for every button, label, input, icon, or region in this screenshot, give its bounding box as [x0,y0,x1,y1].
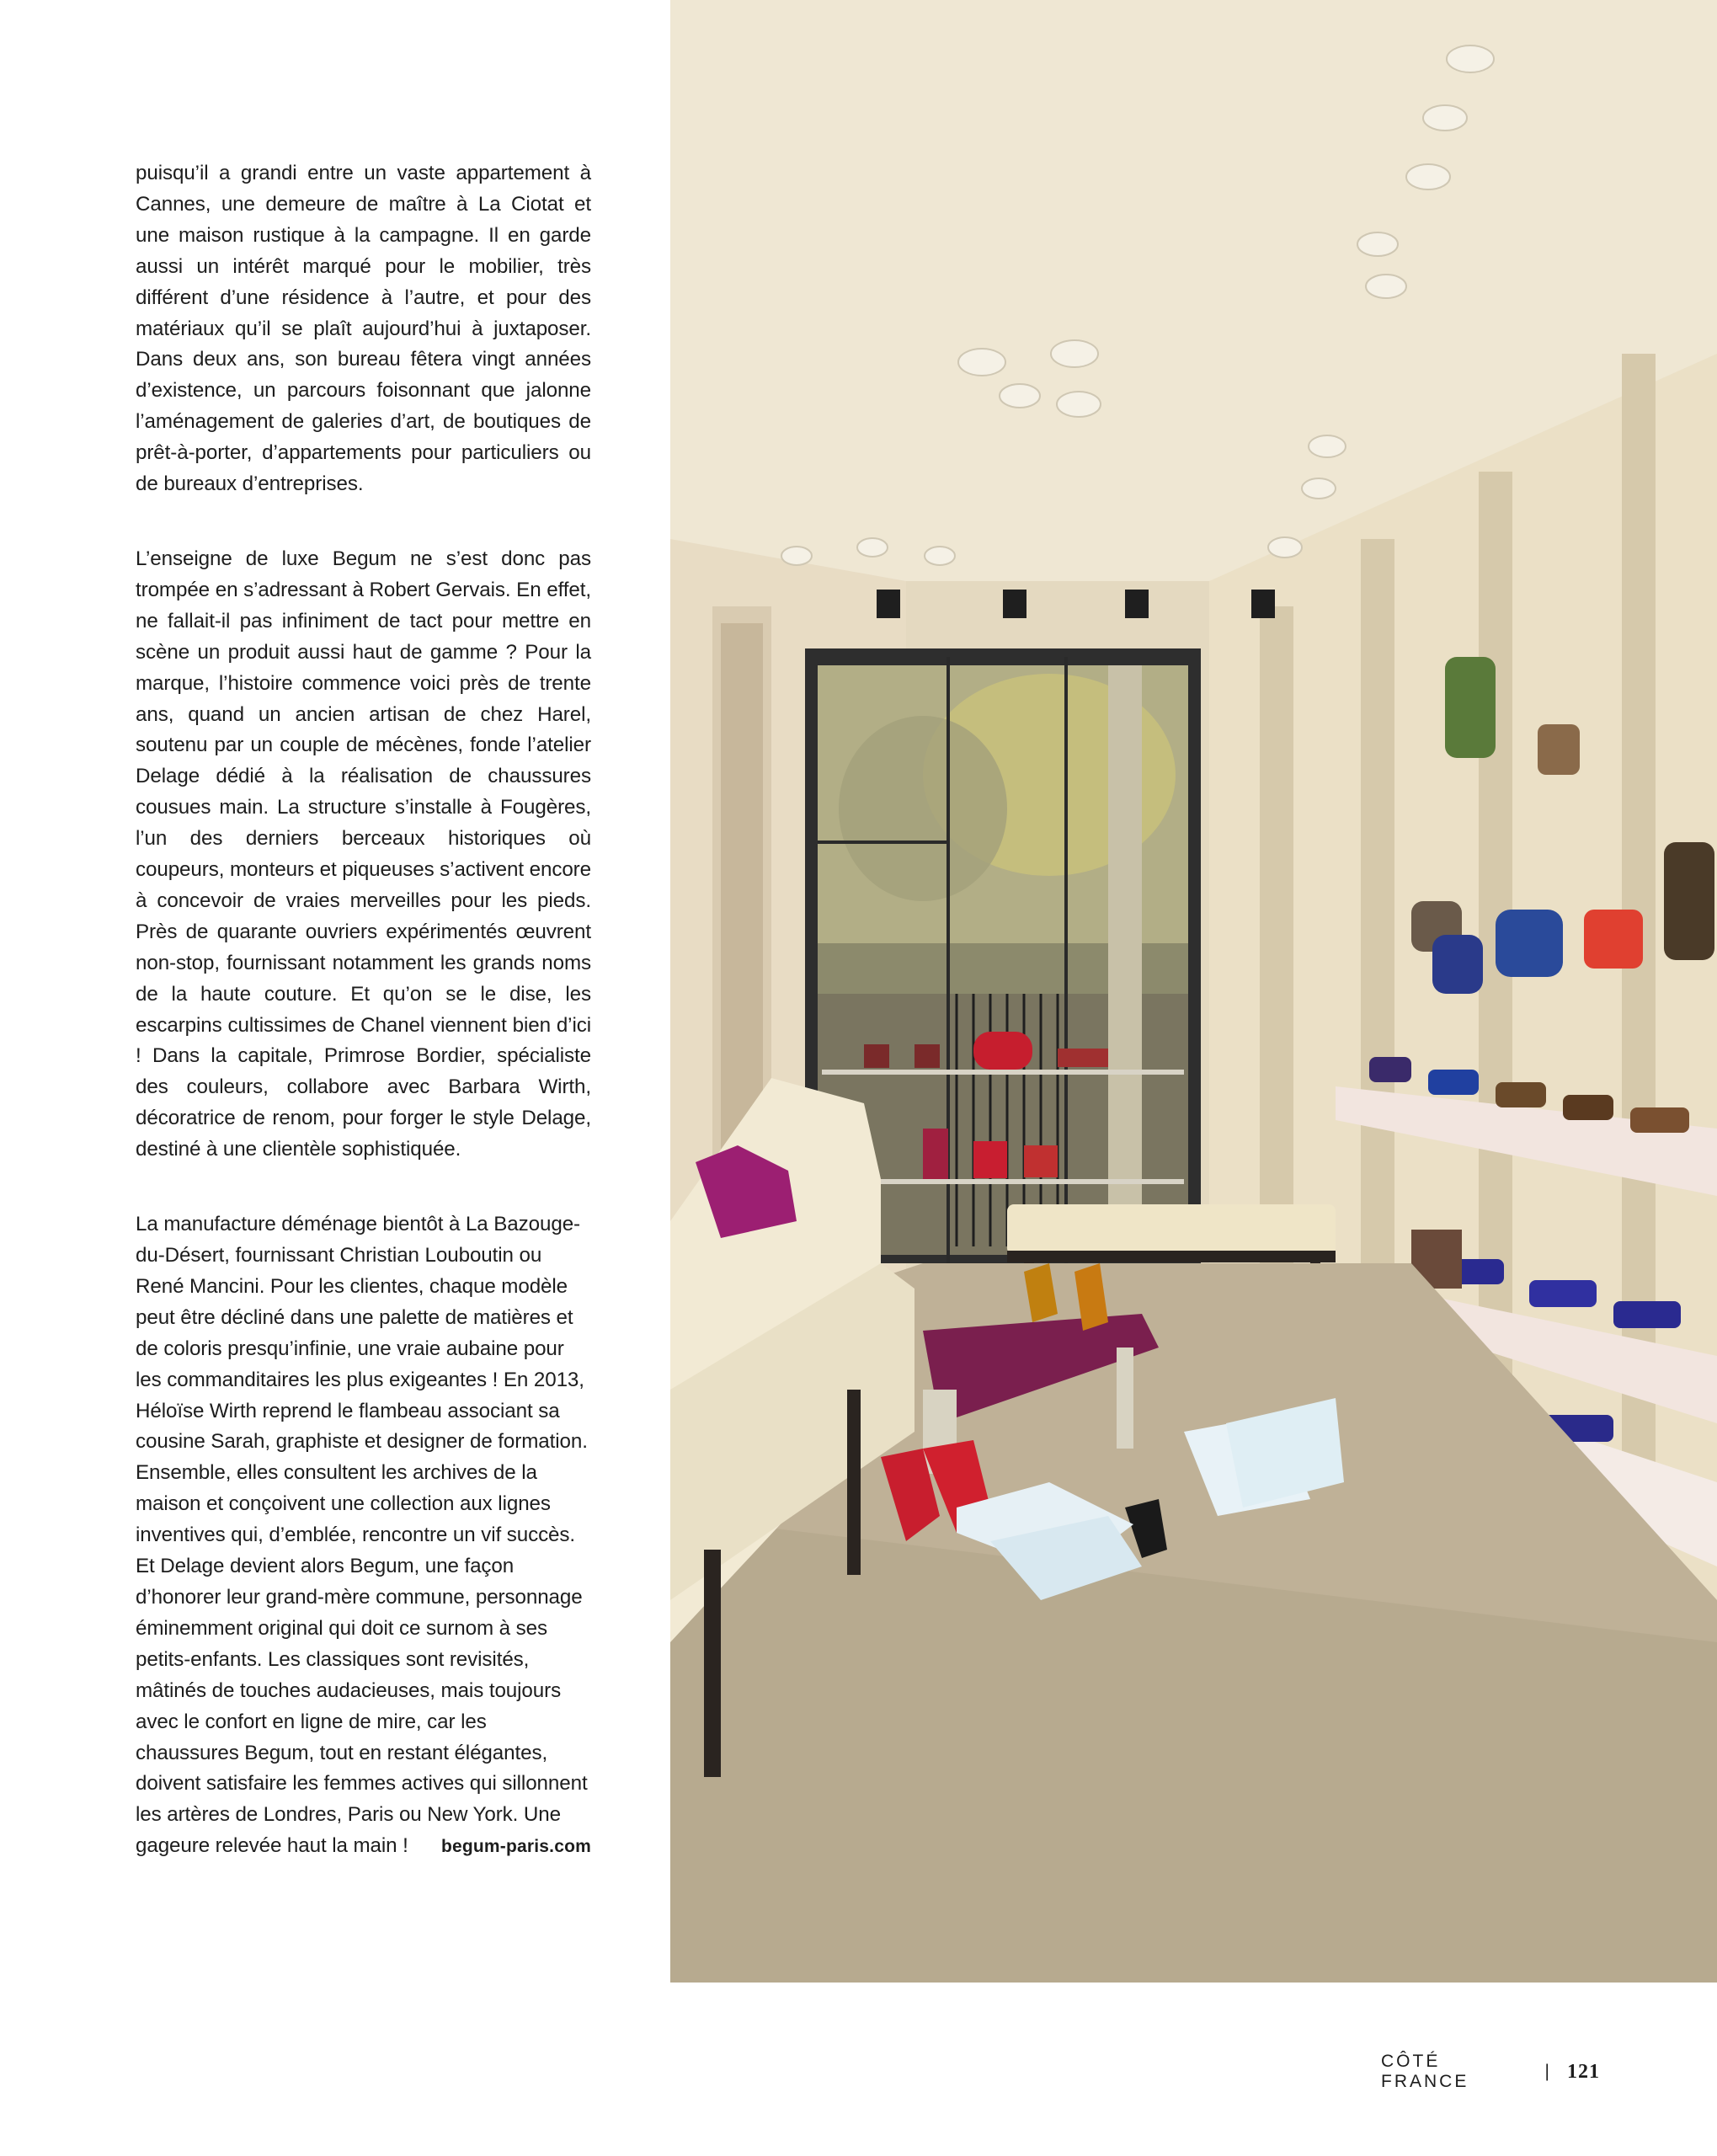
page-number: 121 [1567,2060,1600,2083]
article-column [136,158,591,1906]
article-paragraph-3 [136,1209,591,1862]
footer-separator: | [1544,2062,1552,2081]
article-paragraph-1: puisqu’il a grandi entre un vaste appartement à Cannes, une demeure de maître à La Ciotat et une maison rustique à la campagne. Il en garde aussi un intérêt marqué pour le mobilier, très différent d’une résidence à l’autre, et pour des matériaux qu’il se plaît aujourd’hui à juxtaposer. Dans deux ans, son bureau fêtera vingt années d’existence, un parcours foisonnant que jalonne l’aménagement de galeries d’art, de boutiques de prêt-à-porter, d’appartements pour particuliers ou de bureaux d’entreprises. [136,162,591,496]
boutique-photo [670,0,1717,1983]
article-paragraph-3-text: La manufacture déménage bientôt à La Bazouge-du-Désert, fournissant Christian Louboutin ou René Mancini. Pour les clientes, chaque modèle peut être décliné dans une palette de matières et de coloris presqu’infinie, une vraie aubaine pour les commanditaires les plus exigeantes ! En 2013, Héloïse Wirth reprend le flambeau associant sa cousine Sarah, graphiste et designer de formation. Ensemble, elles consultent les archives de la maison et conçoivent une collection aux lignes inventives qui, d’emblée, rencontre un vif succès. Et Delage devient alors Begum, une façon d’honorer leur grand-mère commune, personnage éminemment original qui doit ce surnom à ses petits-enfants. Les classiques sont revisités, mâtinés de touches audacieuses, mais toujours avec le confort en ligne de mire, car les chaussures Begum, tout en restant élégantes, doivent satisfaire les femmes actives qui sillonnent les artères de Londres, Paris ou New York. Une gageure relevée haut la main ! [136,1213,588,1858]
website-link[interactable]: begum-paris.com [440,1837,591,1857]
magazine-name: CÔTÉ FRANCE [1381,2052,1469,2091]
boutique-interior-illustration [670,0,1717,1983]
page-footer [1381,2052,1600,2091]
article-paragraph-2: L’enseigne de luxe Begum ne s’est donc pas trompée en s’adressant à Robert Gervais. En effet, ne fallait-il pas infiniment de tact pour mettre en scène un produit aussi haut de gamme ? Pour la marque, l’histoire commence voici près de trente ans, quand un ancien artisan de chez Harel, soutenu par un couple de mécènes, fonde l’atelier Delage dédié à la réalisation de chaussures cousues main. La structure s’installe à Fougères, l’un des derniers berceaux historiques où coupeurs, monteurs et piqueuses s’activent encore à concevoir de vraies merveilles pour les pieds. Près de quarante ouvriers expérimentés œuvrent non-stop, fournissant notamment les grands noms de la haute couture. Et qu’on se le dise, les escarpins cultissimes de Chanel viennent bien d’ici ! Dans la capitale, Primrose Bordier, spécialiste des couleurs, collabore avec Barbara Wirth, décoratrice de renom, pour forger le style Delage, destiné à une clientèle sophistiquée. [136,547,591,1161]
